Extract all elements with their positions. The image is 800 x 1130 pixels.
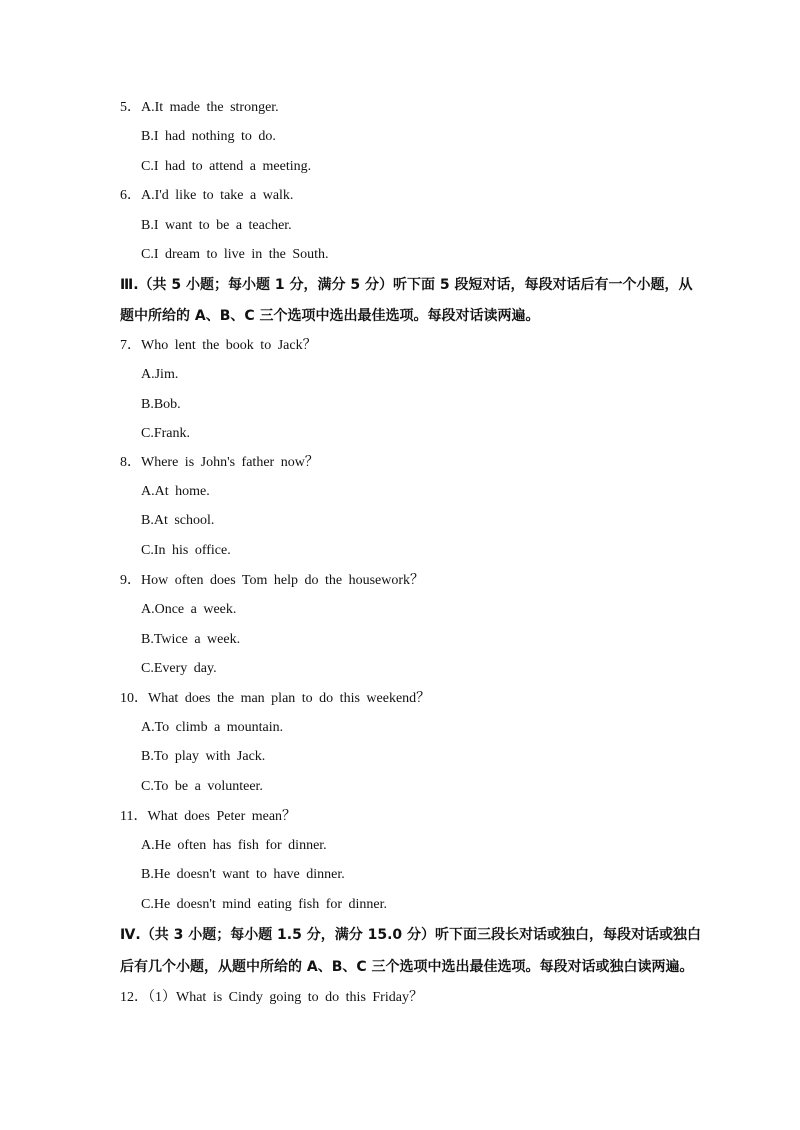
question-11-option-a: A.He often has fish for dinner.: [141, 838, 327, 853]
question-9-stem: 9．How often does Tom help do the housework？: [120, 573, 425, 588]
question-11-stem: 11．What does Peter mean？: [120, 809, 297, 824]
question-6-option-a-text: A.I'd like to take a walk.: [141, 188, 294, 203]
question-11-option-c: C.He doesn't mind eating fish for dinner.: [141, 897, 388, 912]
question-7-option-c: C.Frank.: [141, 426, 190, 441]
question-7-option-b: B.Bob.: [141, 397, 181, 412]
question-6-option-a: [120, 187, 293, 205]
question-5-number: 5．: [120, 100, 141, 115]
question-9-option-a: A.Once a week.: [141, 602, 237, 617]
question-12-stem: 12．（1）What is Cindy going to do this Friday？: [120, 990, 423, 1005]
section-3-heading-line-1: Ⅲ.（共 5 小题；每小题 1 分，满分 5 分）听下面 5 段短对话，每段对话后有一个小题，从: [120, 277, 693, 293]
question-5-option-a-text: A.It made the stronger.: [141, 100, 279, 115]
question-6-option-c: C.I dream to live in the South.: [141, 247, 329, 262]
question-11-option-b: B.He doesn't want to have dinner.: [141, 867, 345, 882]
question-10-option-a: A.To climb a mountain.: [141, 720, 284, 735]
section-3-heading-line-2: 题中所给的 A、B、C 三个选项中选出最佳选项。每段对话读两遍。: [120, 308, 540, 324]
question-5-option-b: B.I had nothing to do.: [141, 129, 276, 144]
question-6-option-b: B.I want to be a teacher.: [141, 218, 292, 233]
section-4-heading-line-2: 后有几个小题，从题中所给的 A、B、C 三个选项中选出最佳选项。每段对话或独白读两遍。: [120, 959, 694, 975]
question-5-option-a: [120, 99, 279, 117]
question-10-option-b: B.To play with Jack.: [141, 749, 266, 764]
question-9-option-b: B.Twice a week.: [141, 632, 241, 647]
question-8-stem: 8．Where is John's father now？: [120, 455, 319, 470]
question-5-option-c: C.I had to attend a meeting.: [141, 159, 312, 174]
section-4-heading-line-1: Ⅳ.（共 3 小题；每小题 1.5 分，满分 15.0 分）听下面三段长对话或独白，每段对话或独白: [120, 927, 702, 943]
question-9-option-c: C.Every day.: [141, 661, 217, 676]
question-7-stem: 7．Who lent the book to Jack？: [120, 338, 317, 353]
question-10-option-c: C.To be a volunteer.: [141, 779, 263, 794]
question-8-option-c: C.In his office.: [141, 543, 231, 558]
question-8-option-a: A.At home.: [141, 484, 210, 499]
question-8-option-b: B.At school.: [141, 513, 215, 528]
question-6-number: 6．: [120, 188, 141, 203]
question-10-stem: 10．What does the man plan to do this weekend？: [120, 691, 431, 706]
question-7-option-a: A.Jim.: [141, 367, 179, 382]
